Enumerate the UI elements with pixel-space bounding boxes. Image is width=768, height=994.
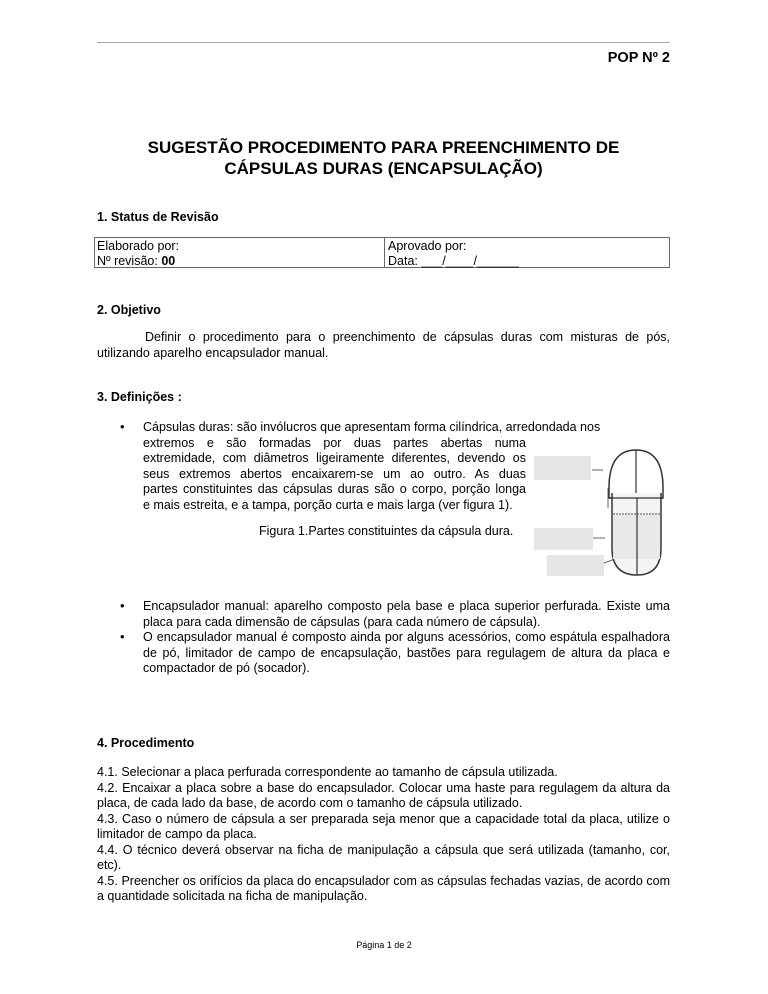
capsule-figure [533,448,668,578]
bullet-1-line-6: e mais estreita, e a tampa, porção curta e mais larga (ver figura 1). [143,497,513,512]
procedure-item: 4.3. Caso o número de cápsula a ser preparada seja menor que a capacidade total da placa, utilize o limitador de campo da placa. [97,811,670,841]
bullet-1-marker: • [120,419,125,434]
procedure-item: 4.4. O técnico deverá observar na ficha de manipulação a cápsula que será utilizada (tamanho, cor, etc). [97,842,670,872]
bullet-1-line-1: Cápsulas duras: são invólucros que apresentam forma cilíndrica, arredondada nos [143,420,601,434]
objective-text: Definir o procedimento para o preenchimento de cápsulas duras com misturas de pós, utilizando aparelho encapsulador manual. [97,330,670,360]
revision-table [94,237,670,268]
title-line-1: SUGESTÃO PROCEDIMENTO PARA PREENCHIMENTO DE [147,138,620,157]
document-title [97,137,670,179]
revision-value: 00 [161,254,176,268]
title-line-2: CÁPSULAS DURAS (ENCAPSULAÇÃO) [224,159,543,178]
bullet-1-line-3: extremidade, com diâmetros ligeiramente diferentes, devendo os [143,451,526,465]
document-code: POP Nº 2 [607,50,670,66]
table-divider [384,238,385,267]
elaborado-label: Elaborado por: [97,239,180,253]
revision-number [97,254,175,269]
bullet-1-line-4: seus extremos abertos encaixarem-se um ao outro. As duas [143,466,526,481]
page-number: Página 1 de 2 [356,940,412,950]
section-4-heading: 4. Procedimento [97,736,195,750]
header-rule [97,42,670,43]
procedure-list [97,765,670,905]
label-box-body [534,528,593,550]
procedure-item: 4.2. Encaixar a placa sobre a base do encapsulador. Colocar uma haste para regulagem da altura da placa, de cada lado da base, de acordo com o tamanho de cápsula utilizado. [97,780,670,810]
section-1-heading: 1. Status de Revisão [97,210,219,224]
aprovado-label: Aprovado por: [388,239,467,253]
bullet-3-text: O encapsulador manual é composto ainda por alguns acessórios, como espátula espalhadora de pó, limitador de campo de encapsulação, bastões para regulagem de altura da placa e compactador de pó (socador). [143,630,670,675]
revision-label: Nº revisão: [97,254,162,268]
label-box-powder [547,555,604,576]
procedure-item: 4.1. Selecionar a placa perfurada correspondente ao tamanho de cápsula utilizada. [97,765,558,779]
label-box-cap [534,456,591,480]
bullet-1-line-2: extremos e são formadas por duas partes abertas numa [143,435,526,450]
date-field: Data: ___/____/______ [388,254,519,268]
procedure-item: 4.5. Preencher os orifícios da placa do encapsulador com as cápsulas fechadas vazias, de acordo com a quantidade solicitada na ficha de manipulação. [97,873,670,903]
section-2-heading: 2. Objetivo [97,303,161,317]
bullet-2-marker: • [120,598,125,613]
bullet-2-text: Encapsulador manual: aparelho composto pela base e placa superior perfurada. Existe uma placa para cada dimensão de cápsulas (para cada número de cápsula). [143,599,670,629]
section-3-heading: 3. Definições : [97,390,182,404]
figure-caption: Figura 1.Partes constituintes da cápsula dura. [259,524,514,538]
bullet-3-marker: • [120,629,125,644]
bullet-1-line-5: partes constituintes das cápsulas duras são o corpo, porção longa [143,482,526,496]
